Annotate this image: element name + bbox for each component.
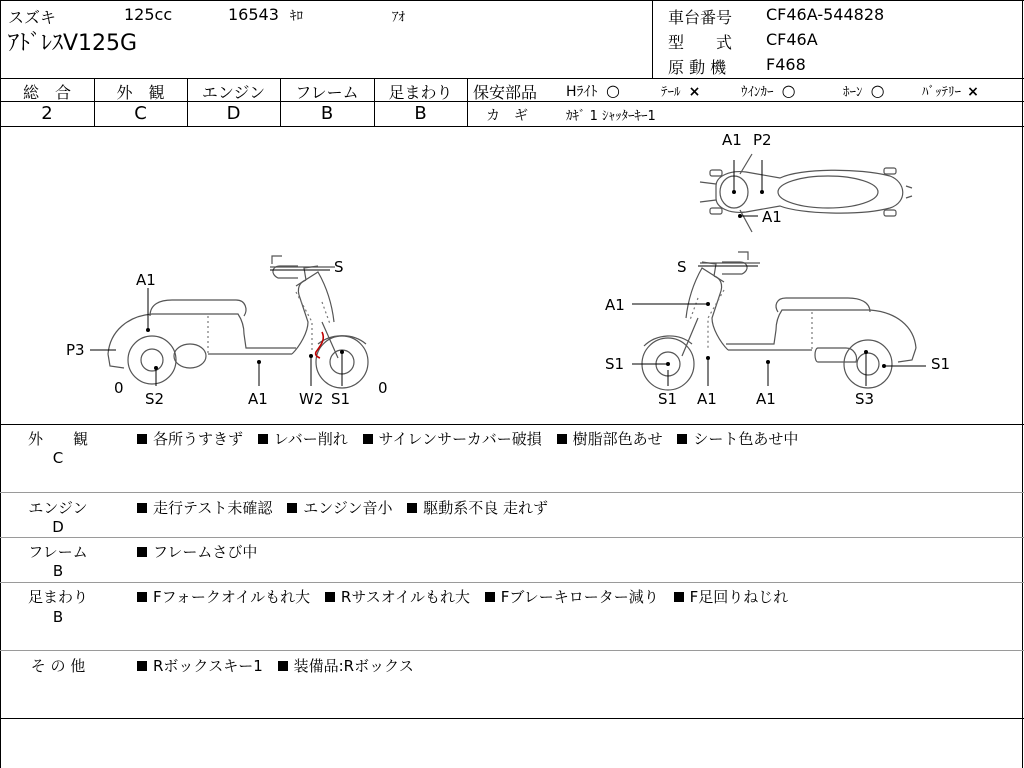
right-label-a1-floor: A1 (756, 390, 776, 408)
type-value: CF46A (766, 30, 818, 49)
horn-mark: ○ (870, 81, 885, 100)
top-label-a1: A1 (722, 131, 742, 149)
headlight (566, 81, 620, 101)
list-item: シート色あせ中 (677, 428, 798, 449)
right-label-s1-front: S1 (658, 390, 678, 408)
left-label-p3: P3 (66, 341, 85, 359)
list-item: 走行テスト未確認 (137, 497, 272, 518)
section-sep-1 (0, 492, 1024, 493)
list-item: サイレンサーカバー破損 (363, 428, 542, 449)
left-label-zero-front: 0 (378, 379, 388, 397)
grade-label-suspension: 足まわり (388, 83, 453, 102)
grade-label-engine: エンジン (201, 83, 266, 102)
grade-value-exterior: C (134, 103, 147, 124)
safety-label: 保安部品 (473, 83, 538, 102)
section-label-suspension: 足まわり (27, 588, 88, 606)
safety-mid-line (467, 101, 1024, 102)
right-label-s3: S3 (855, 390, 875, 408)
winker-label: ｳｲﾝｶｰ (741, 85, 774, 100)
engine-value: F468 (766, 55, 806, 74)
type-label: 型 式 (668, 33, 733, 52)
horn (843, 81, 885, 100)
grade-value-frame: B (320, 103, 334, 124)
section-items-exterior (137, 428, 808, 449)
list-item: Fブレーキローター減り (485, 586, 659, 607)
list-item: レバー削れ (258, 428, 348, 449)
section-items-frame (137, 541, 267, 562)
mileage-unit: ｷﾛ (290, 9, 303, 24)
section-label-frame: フレーム (28, 543, 88, 561)
battery-mark: × (967, 84, 979, 100)
top-label-a1-side: A1 (762, 208, 782, 226)
section-items-suspension (137, 586, 798, 607)
model-name: ｱﾄﾞﾚｽV125G (8, 31, 138, 56)
section-grade-frame: B (52, 562, 64, 580)
grade-label-exterior: 外 観 (116, 83, 165, 102)
grade-label-overall: 総 合 (22, 83, 71, 102)
mileage (228, 5, 303, 24)
winker-mark: ○ (781, 81, 796, 100)
section-sep-2 (0, 537, 1024, 538)
list-item: Rサスオイルもれ大 (325, 586, 470, 607)
left-label-zero-rear: 0 (114, 379, 124, 397)
section-items-engine (137, 497, 558, 518)
sheet-bottom-line (0, 718, 1024, 719)
section-grade-suspension: B (52, 608, 64, 626)
left-label-s2: S2 (145, 390, 165, 408)
list-item: Fフォークオイルもれ大 (137, 586, 310, 607)
engine-label: 原 動 機 (668, 58, 727, 77)
section-label-engine: エンジン (28, 499, 88, 517)
top-label-p2: P2 (753, 131, 772, 149)
section-grade-engine: D (52, 518, 64, 536)
list-item: F足回りねじれ (674, 586, 789, 607)
right-label-a1-front: A1 (605, 296, 625, 314)
battery (922, 81, 979, 100)
horn-label: ﾎｰﾝ (843, 85, 863, 100)
color: ｱｵ (392, 10, 405, 25)
grade-value-engine: D (226, 103, 241, 124)
headlight-mark: ○ (605, 81, 620, 100)
left-label-s1: S1 (331, 390, 351, 408)
list-item: Rボックスキー1 (137, 655, 263, 676)
section-sep-4 (0, 650, 1024, 651)
frame-no-label: 車台番号 (668, 8, 733, 27)
list-item: 駆動系不良 走れず (407, 497, 548, 518)
list-item: エンジン音小 (287, 497, 392, 518)
left-label-a1-floor: A1 (248, 390, 268, 408)
section-grade-exterior: C (52, 449, 64, 467)
header-bottom-line (0, 78, 1024, 79)
winker (741, 81, 796, 100)
list-item: 各所うすきず (137, 428, 243, 449)
battery-label: ﾊﾞｯﾃﾘｰ (922, 85, 961, 100)
list-item: 装備品:Rボックス (278, 655, 414, 676)
tail-label: ﾃｰﾙ (661, 85, 681, 100)
list-item: フレームさび中 (137, 541, 257, 562)
key-value: ｶｷﾞ 1 ｼｬｯﾀｰｷｰ1 (566, 109, 656, 124)
mileage-value: 16543 (228, 5, 279, 24)
section-label-other: そ の 他 (30, 657, 86, 675)
tail (661, 81, 700, 100)
left-label-s-mirror: S (334, 258, 344, 276)
grade-col-sep-5 (467, 78, 468, 126)
header-divider (652, 0, 653, 78)
right-label-a1-lower: A1 (697, 390, 717, 408)
displacement: 125cc (124, 5, 173, 24)
key-label: カ ギ (486, 108, 528, 124)
scooter-top-view (700, 154, 912, 232)
grade-label-frame: フレーム (295, 83, 359, 102)
section-sep-3 (0, 582, 1024, 583)
right-label-s1-wheel: S1 (605, 355, 625, 373)
left-label-w2: W2 (299, 390, 324, 408)
frame-no: CF46A-544828 (766, 5, 885, 24)
grade-value-suspension: B (414, 103, 427, 124)
section-items-other (137, 655, 424, 676)
right-label-s-mirror: S (677, 258, 687, 276)
border-top (0, 0, 1024, 1)
list-item: 樹脂部色あせ (557, 428, 663, 449)
headlight-label: Hﾗｲﾄ (566, 84, 598, 100)
tail-mark: × (688, 84, 701, 100)
section-label-exterior: 外 観 (27, 430, 88, 448)
right-label-s1-rear: S1 (931, 355, 951, 373)
maker: スズキ (8, 8, 57, 27)
grade-value-overall: 2 (41, 103, 53, 124)
left-label-a1-seat: A1 (136, 271, 156, 289)
diagram-bottom-line (0, 424, 1024, 425)
